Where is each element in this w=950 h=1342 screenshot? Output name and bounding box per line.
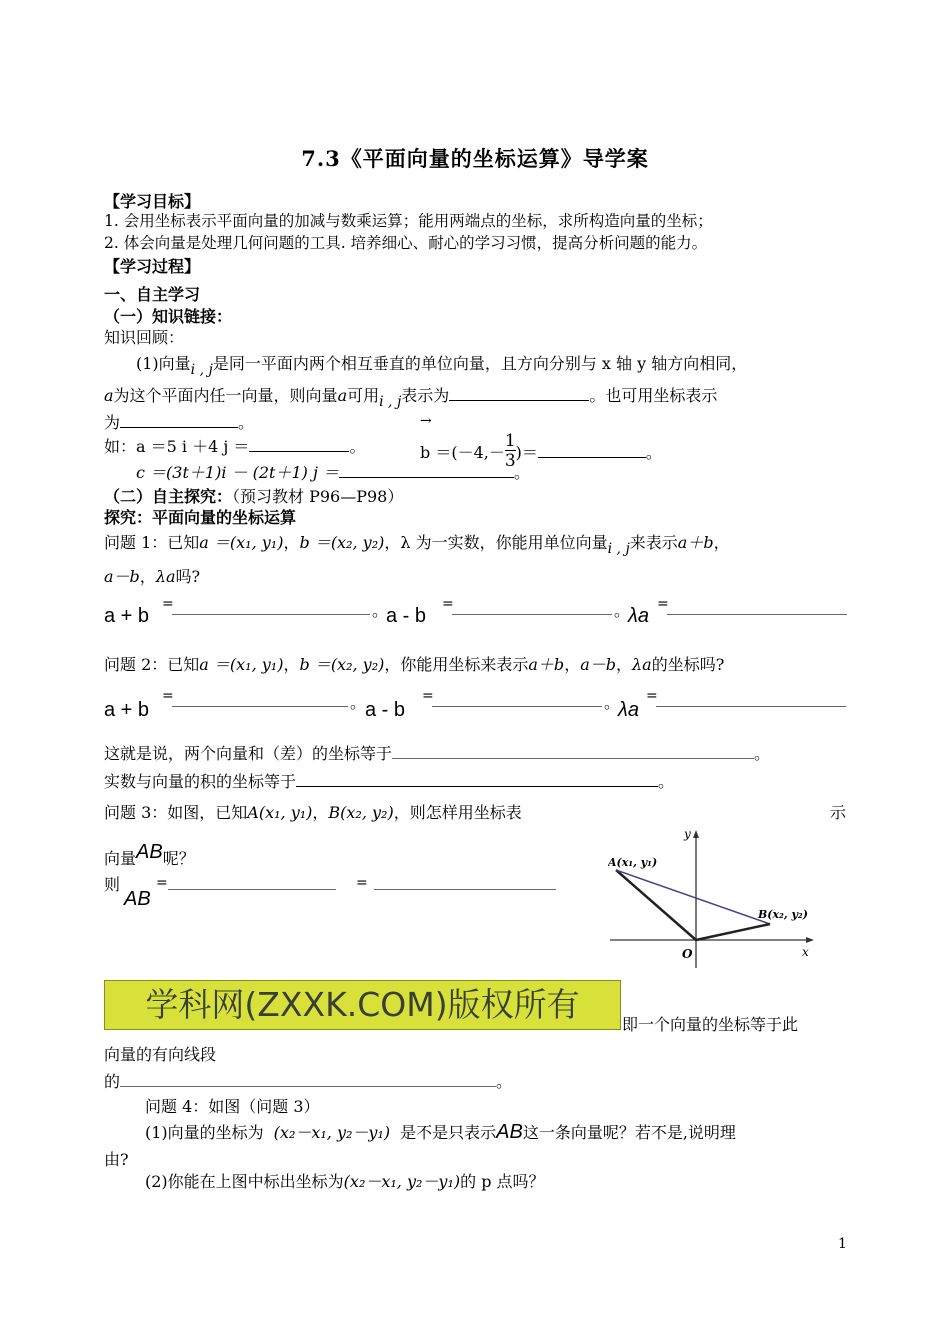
unit-vectors-ij-2: i , j bbox=[379, 394, 402, 410]
q1-a-minus-b: a－b bbox=[104, 567, 140, 586]
vector-arrow-b: → bbox=[420, 413, 432, 429]
fraction-one-third: $\frac{1}{3}$ bbox=[504, 431, 516, 471]
para-2-text-3: 表示为 bbox=[401, 386, 450, 405]
example-c-line bbox=[136, 460, 530, 483]
q4-1-vector-ab: AB bbox=[496, 1121, 523, 1143]
goals-heading: 【学习目标】 bbox=[104, 192, 201, 211]
para-1-text: 是同一平面内两个相互垂直的单位向量，且方向分别与 x 轴 y 轴方向相同， bbox=[212, 354, 748, 373]
question-4-part-2 bbox=[145, 1169, 545, 1192]
q1-lambda-a: λa bbox=[155, 567, 176, 586]
q2-answer-a-plus-b: a + b bbox=[104, 699, 150, 721]
q1-blank-scalar[interactable] bbox=[667, 600, 847, 615]
segment-ob bbox=[696, 924, 770, 940]
q2-eq-2: = bbox=[422, 688, 434, 704]
origin-label: O bbox=[682, 947, 693, 961]
q1-vector-b: b ＝(x₂, y₂) bbox=[299, 533, 385, 552]
vector-a: a bbox=[104, 386, 114, 405]
q1-lead: 问题 1：已知 bbox=[104, 533, 200, 552]
segment-oa bbox=[616, 870, 696, 940]
example-b-expr: b ＝(－4,－ bbox=[420, 443, 505, 462]
coordinate-figure bbox=[608, 822, 818, 970]
directed-segment-line bbox=[104, 1069, 512, 1092]
question-1-line-2 bbox=[104, 564, 200, 587]
q3-eq-1: = bbox=[156, 875, 168, 891]
blank-example-b[interactable] bbox=[538, 443, 646, 458]
q1-eq-1: = bbox=[162, 596, 174, 612]
q3-point-b: B(x₂, y₂) bbox=[328, 803, 394, 822]
para-2 bbox=[104, 383, 718, 410]
q2-eq-1: = bbox=[162, 688, 174, 704]
x-axis-arrow bbox=[806, 937, 814, 943]
q2-answer-a-minus-b: a - b bbox=[365, 699, 406, 721]
goal-1: 1. 会用坐标表示平面向量的加减与数乘运算；能用两端点的坐标，求所构造向量的坐标； bbox=[104, 212, 713, 230]
q3-blank-1[interactable] bbox=[168, 875, 336, 890]
directed-segment-end: 。 bbox=[496, 1072, 513, 1091]
question-2-line bbox=[104, 652, 724, 675]
q2-end: 的坐标吗? bbox=[651, 655, 725, 674]
directed-segment-text: 向量的有向线段 bbox=[104, 1045, 217, 1064]
q1-sep: ， bbox=[283, 533, 300, 552]
q1-unit-vectors: i , j bbox=[607, 541, 630, 557]
subsection-2-heading: （二）自主探究： bbox=[104, 487, 233, 506]
explore-heading: 探究：平面向量的坐标运算 bbox=[104, 508, 297, 527]
point-a-label: A(x₁, y₁) bbox=[608, 856, 658, 869]
point-b-label: B(x₂, y₂) bbox=[758, 908, 808, 921]
blank-example-c[interactable] bbox=[339, 463, 514, 478]
q2-sep: ， bbox=[283, 655, 300, 674]
q4-1-continuation: 由? bbox=[104, 1150, 129, 1169]
copyright-watermark: 学科网(ZXXK.COM)版权所有 bbox=[104, 980, 621, 1030]
q1-answer-a-plus-b: a + b bbox=[104, 605, 150, 627]
q4-2-lead: (2)你能在上图中标出坐标为 bbox=[145, 1172, 344, 1191]
q1-represent: 来表示 bbox=[629, 533, 678, 552]
q4-1-coordinate: (x₂－x₁, y₂－y₁) bbox=[273, 1123, 391, 1142]
vector-a-2: a bbox=[337, 386, 348, 405]
example-c-end: 。 bbox=[514, 463, 531, 482]
y-axis-label: y bbox=[684, 827, 691, 841]
para-1-lead: (1)向量 bbox=[136, 354, 191, 373]
q2-a-minus-b: a－b bbox=[580, 655, 616, 674]
para-2-text-1: 为这个平面内任一向量，则向量 bbox=[113, 386, 338, 405]
blank-directed-segment[interactable] bbox=[120, 1072, 496, 1087]
para-3-lead: 为 bbox=[104, 413, 121, 432]
blank-coordinate[interactable] bbox=[120, 413, 238, 428]
q1-lambda-text: ，λ 为一实数，你能用单位向量 bbox=[384, 533, 608, 552]
product-rule-end: 。 bbox=[658, 772, 675, 791]
page-number: 1 bbox=[838, 1236, 847, 1252]
q4-1-text: 是不是只表示 bbox=[400, 1123, 497, 1142]
directed-segment-lead: 的 bbox=[104, 1072, 121, 1091]
q4-1-lead: (1)向量的坐标为 bbox=[145, 1123, 264, 1142]
q1-eq-2: = bbox=[442, 596, 454, 612]
example-c-expr: c ＝(3t＋1)i － (2t＋1) j ＝ bbox=[136, 463, 340, 482]
q3-vector-ab-2: AB bbox=[124, 888, 151, 910]
blank-ij-expression[interactable] bbox=[449, 386, 589, 401]
q3-eq-2: = bbox=[356, 875, 368, 891]
q1-end-2: 。 bbox=[614, 601, 631, 620]
para-1 bbox=[136, 351, 748, 378]
q1-answer-lambda-a: λa bbox=[628, 605, 649, 627]
blank-product-rule[interactable] bbox=[296, 772, 658, 787]
sum-rule-line bbox=[104, 741, 770, 764]
example-a-end: 。 bbox=[349, 437, 366, 456]
para-2-text-2: 可用 bbox=[347, 386, 380, 405]
blank-example-a[interactable] bbox=[249, 437, 349, 452]
para-3-end: 。 bbox=[238, 413, 255, 432]
q3-point-a: A(x₁, y₁) bbox=[247, 803, 313, 822]
q2-blank-sum[interactable] bbox=[172, 692, 348, 707]
q3-vector-word: 向量 bbox=[104, 849, 137, 868]
q3-then: 则 bbox=[104, 875, 121, 894]
q4-1-text-2: 这一条向量呢？若不是,说明理 bbox=[522, 1123, 736, 1142]
x-axis-label: x bbox=[802, 945, 809, 959]
product-rule-text: 实数与向量的积的坐标等于 bbox=[104, 772, 297, 791]
question-1-line-1 bbox=[104, 530, 730, 557]
q3-line-2 bbox=[104, 841, 195, 870]
q1-vector-a: a ＝(x₁, y₁) bbox=[199, 533, 284, 552]
q4-2-text: 的 p 点吗？ bbox=[460, 1172, 545, 1191]
q2-vector-a: a ＝(x₁, y₁) bbox=[199, 655, 284, 674]
product-rule-line bbox=[104, 769, 674, 792]
example-a-expr: a ＝5 i ＋4 j ＝ bbox=[136, 437, 250, 456]
q1-answer-a-minus-b: a - b bbox=[386, 605, 427, 627]
q3-blank-2[interactable] bbox=[374, 875, 556, 890]
q2-eq-3: = bbox=[646, 688, 658, 704]
q2-blank-scalar[interactable] bbox=[656, 692, 846, 707]
q2-comma-2: ， bbox=[616, 655, 633, 674]
goal-2: 2. 体会向量是处理几何问题的工具. 培养细心、耐心的学习习惯，提高分析问题的能力。 bbox=[104, 234, 708, 252]
q3-lead: 问题 3：如图，已知 bbox=[104, 803, 248, 822]
q2-text: ，你能用坐标来表示 bbox=[384, 655, 529, 674]
process-heading: 【学习过程】 bbox=[104, 257, 201, 276]
q1-comma: ， bbox=[713, 533, 730, 552]
example-b-end: 。 bbox=[645, 443, 662, 462]
example-a-line bbox=[104, 434, 365, 457]
q2-end-2: 。 bbox=[604, 693, 621, 712]
review-label: 知识回顾： bbox=[104, 328, 185, 347]
question-4-heading: 问题 4：如图（问题 3） bbox=[145, 1097, 320, 1116]
segment-ab bbox=[616, 870, 770, 924]
example-label: 如： bbox=[104, 437, 137, 456]
q1-question-end: 吗? bbox=[175, 567, 201, 586]
page-title: 7.3《平面向量的坐标运算》导学案 bbox=[301, 146, 649, 171]
subsection-2-note: （预习教材 P96—P98） bbox=[232, 487, 404, 506]
unit-vectors-ij: i , j bbox=[190, 362, 213, 378]
blank-sum-rule[interactable] bbox=[392, 744, 754, 759]
q3-tail: 示 bbox=[830, 803, 847, 822]
q3-vector-ab: AB bbox=[136, 841, 163, 863]
q2-lambda-a: λa bbox=[632, 655, 652, 674]
q3-text: ，则怎样用坐标表 bbox=[393, 803, 522, 822]
after-watermark-text: 即一个向量的坐标等于此 bbox=[622, 1015, 799, 1034]
y-axis-arrow bbox=[693, 830, 699, 838]
para-3 bbox=[104, 410, 254, 433]
q3-question-end: 呢？ bbox=[162, 849, 195, 868]
q4-2-coordinate: (x₂－x₁, y₂－y₁) bbox=[343, 1172, 461, 1191]
q2-blank-diff[interactable] bbox=[432, 692, 602, 707]
question-3-line bbox=[104, 800, 522, 823]
q2-a-plus-b: a＋b bbox=[528, 655, 565, 674]
para-2-text-4: 。也可用坐标表示 bbox=[589, 386, 718, 405]
section-1-heading: 一、自主学习 bbox=[104, 285, 201, 304]
subsection-1-heading: （一）知识链接： bbox=[104, 307, 233, 326]
q2-end-1: 。 bbox=[350, 693, 367, 712]
sum-rule-end: 。 bbox=[754, 744, 771, 763]
q1-blank-diff[interactable] bbox=[452, 600, 612, 615]
sum-rule-text: 这就是说，两个向量和（差）的坐标等于 bbox=[104, 744, 393, 763]
q3-sep: ， bbox=[312, 803, 329, 822]
q1-blank-sum[interactable] bbox=[172, 600, 370, 615]
q2-answer-lambda-a: λa bbox=[618, 699, 639, 721]
q1-end-1: 。 bbox=[372, 601, 389, 620]
q2-comma-1: ， bbox=[564, 655, 581, 674]
q1-comma-2: ， bbox=[139, 567, 156, 586]
question-4-part-1 bbox=[145, 1120, 736, 1144]
q2-lead: 问题 2：已知 bbox=[104, 655, 200, 674]
q2-vector-b: b ＝(x₂, y₂) bbox=[299, 655, 385, 674]
q1-eq-3: = bbox=[657, 596, 669, 612]
example-b-tail: )＝ bbox=[515, 443, 538, 462]
q1-a-plus-b: a＋b bbox=[677, 533, 714, 552]
